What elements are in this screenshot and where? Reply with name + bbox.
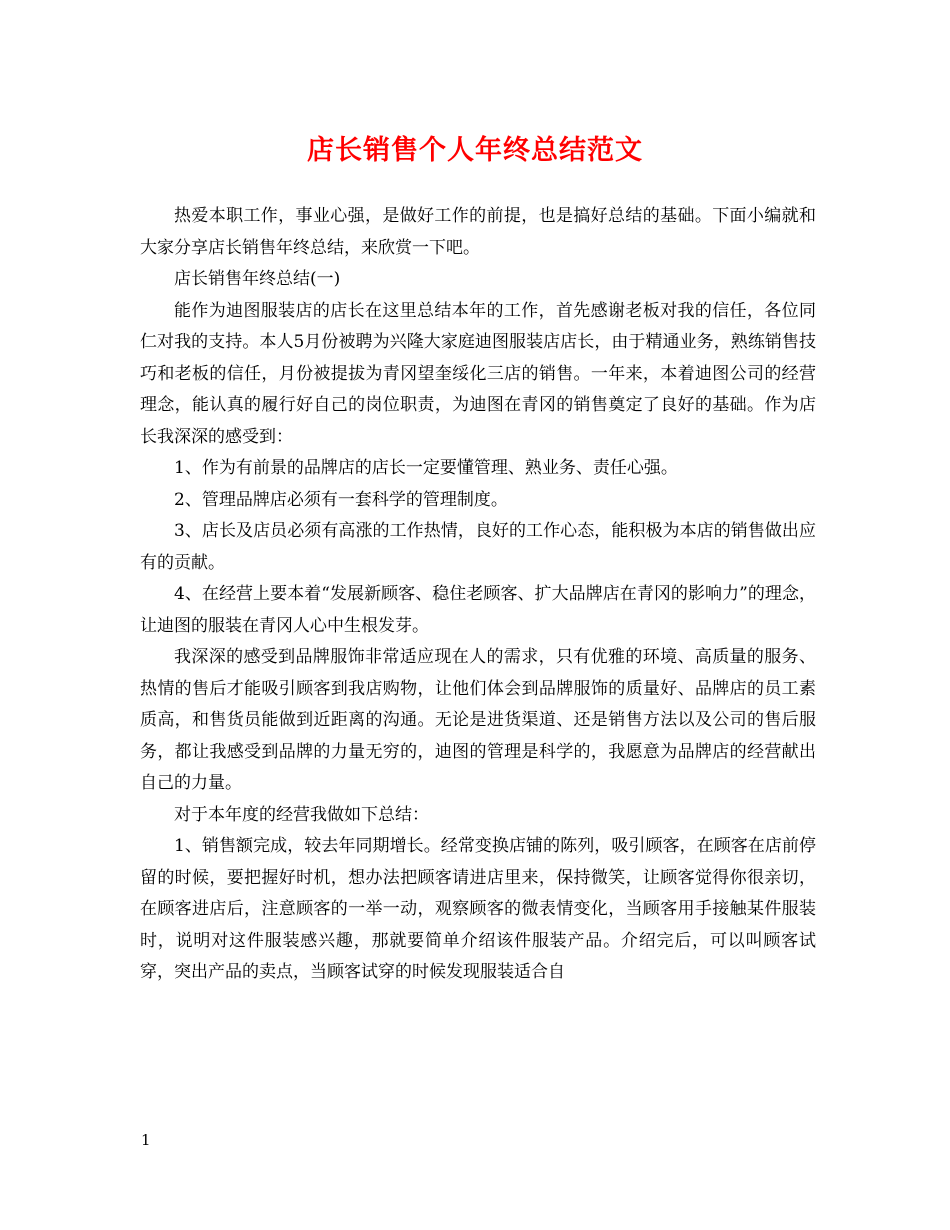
paragraph: 2、管理品牌店必须有一套科学的管理制度。 (174, 489, 508, 510)
paragraph: 热爱本职工作，事业心强，是做好工作的前提，也是搞好总结的基础。下面小编就和大家分享店长销售年终总结，来欣赏一下吧。 (140, 206, 816, 258)
paragraph: 能作为迪图服装店的店长在这里总结本年的工作，首先感谢老板对我的信任，各位同仁对我的支持。本人5月份被聘为兴隆大家庭迪图服装店店长，由于精通业务，熟练销售技巧和老板的信任，月份被提拔为青冈望奎绥化三店的销售。一年来，本着迪图公司的经营理念，能认真的履行好自己的岗位职责，为迪图在青冈的销售奠定了良好的基础。作为店长我深深的感受到： (140, 300, 816, 447)
paragraph: 对于本年度的经营我做如下总结： (174, 804, 429, 825)
paragraph: 1、销售额完成，较去年同期增长。经常变换店铺的陈列，吸引顾客，在顾客在店前停留的时候，要把握好时机，想办法把顾客请进店里来，保持微笑，让顾客觉得你很亲切，在顾客进店后，注意顾客的一举一动，观察顾客的微表情变化，当顾客用手接触某件服装时，说明对这件服装感兴趣，那就要简单介绍该件服装产品。介绍完后，可以叫顾客试穿，突出产品的卖点，当顾客试穿的时候发现服装适合自 (140, 836, 816, 982)
paragraph: 店长销售年终总结(一) (174, 269, 341, 289)
paragraph: 3、店长及店员必须有高涨的工作热情，良好的工作心态，能积极为本店的销售做出应有的贡献。 (140, 521, 816, 573)
page-number: 1 (141, 1131, 151, 1149)
document-body (140, 201, 816, 989)
paragraph: 我深深的感受到品牌服饰非常适应现在人的需求，只有优雅的环境、高质量的服务、热情的售后才能吸引顾客到我店购物，让他们体会到品牌服饰的质量好、品牌店的员工素质高，和售货员能做到近距离的沟通。无论是进货渠道、还是销售方法以及公司的售后服务，都让我感受到品牌的力量无穷的，迪图的管理是科学的，我愿意为品牌店的经营献出自己的力量。 (140, 647, 816, 793)
paragraph: 4、在经营上要本着“发展新顾客、稳住老顾客、扩大品牌店在青冈的影响力”的理念，让迪图的服装在青冈人心中生根发芽。 (140, 584, 816, 636)
paragraph: 1、作为有前景的品牌店的店长一定要懂管理、熟业务、责任心强。 (174, 458, 678, 478)
document-title: 店长销售个人年终总结范文 (307, 135, 643, 166)
